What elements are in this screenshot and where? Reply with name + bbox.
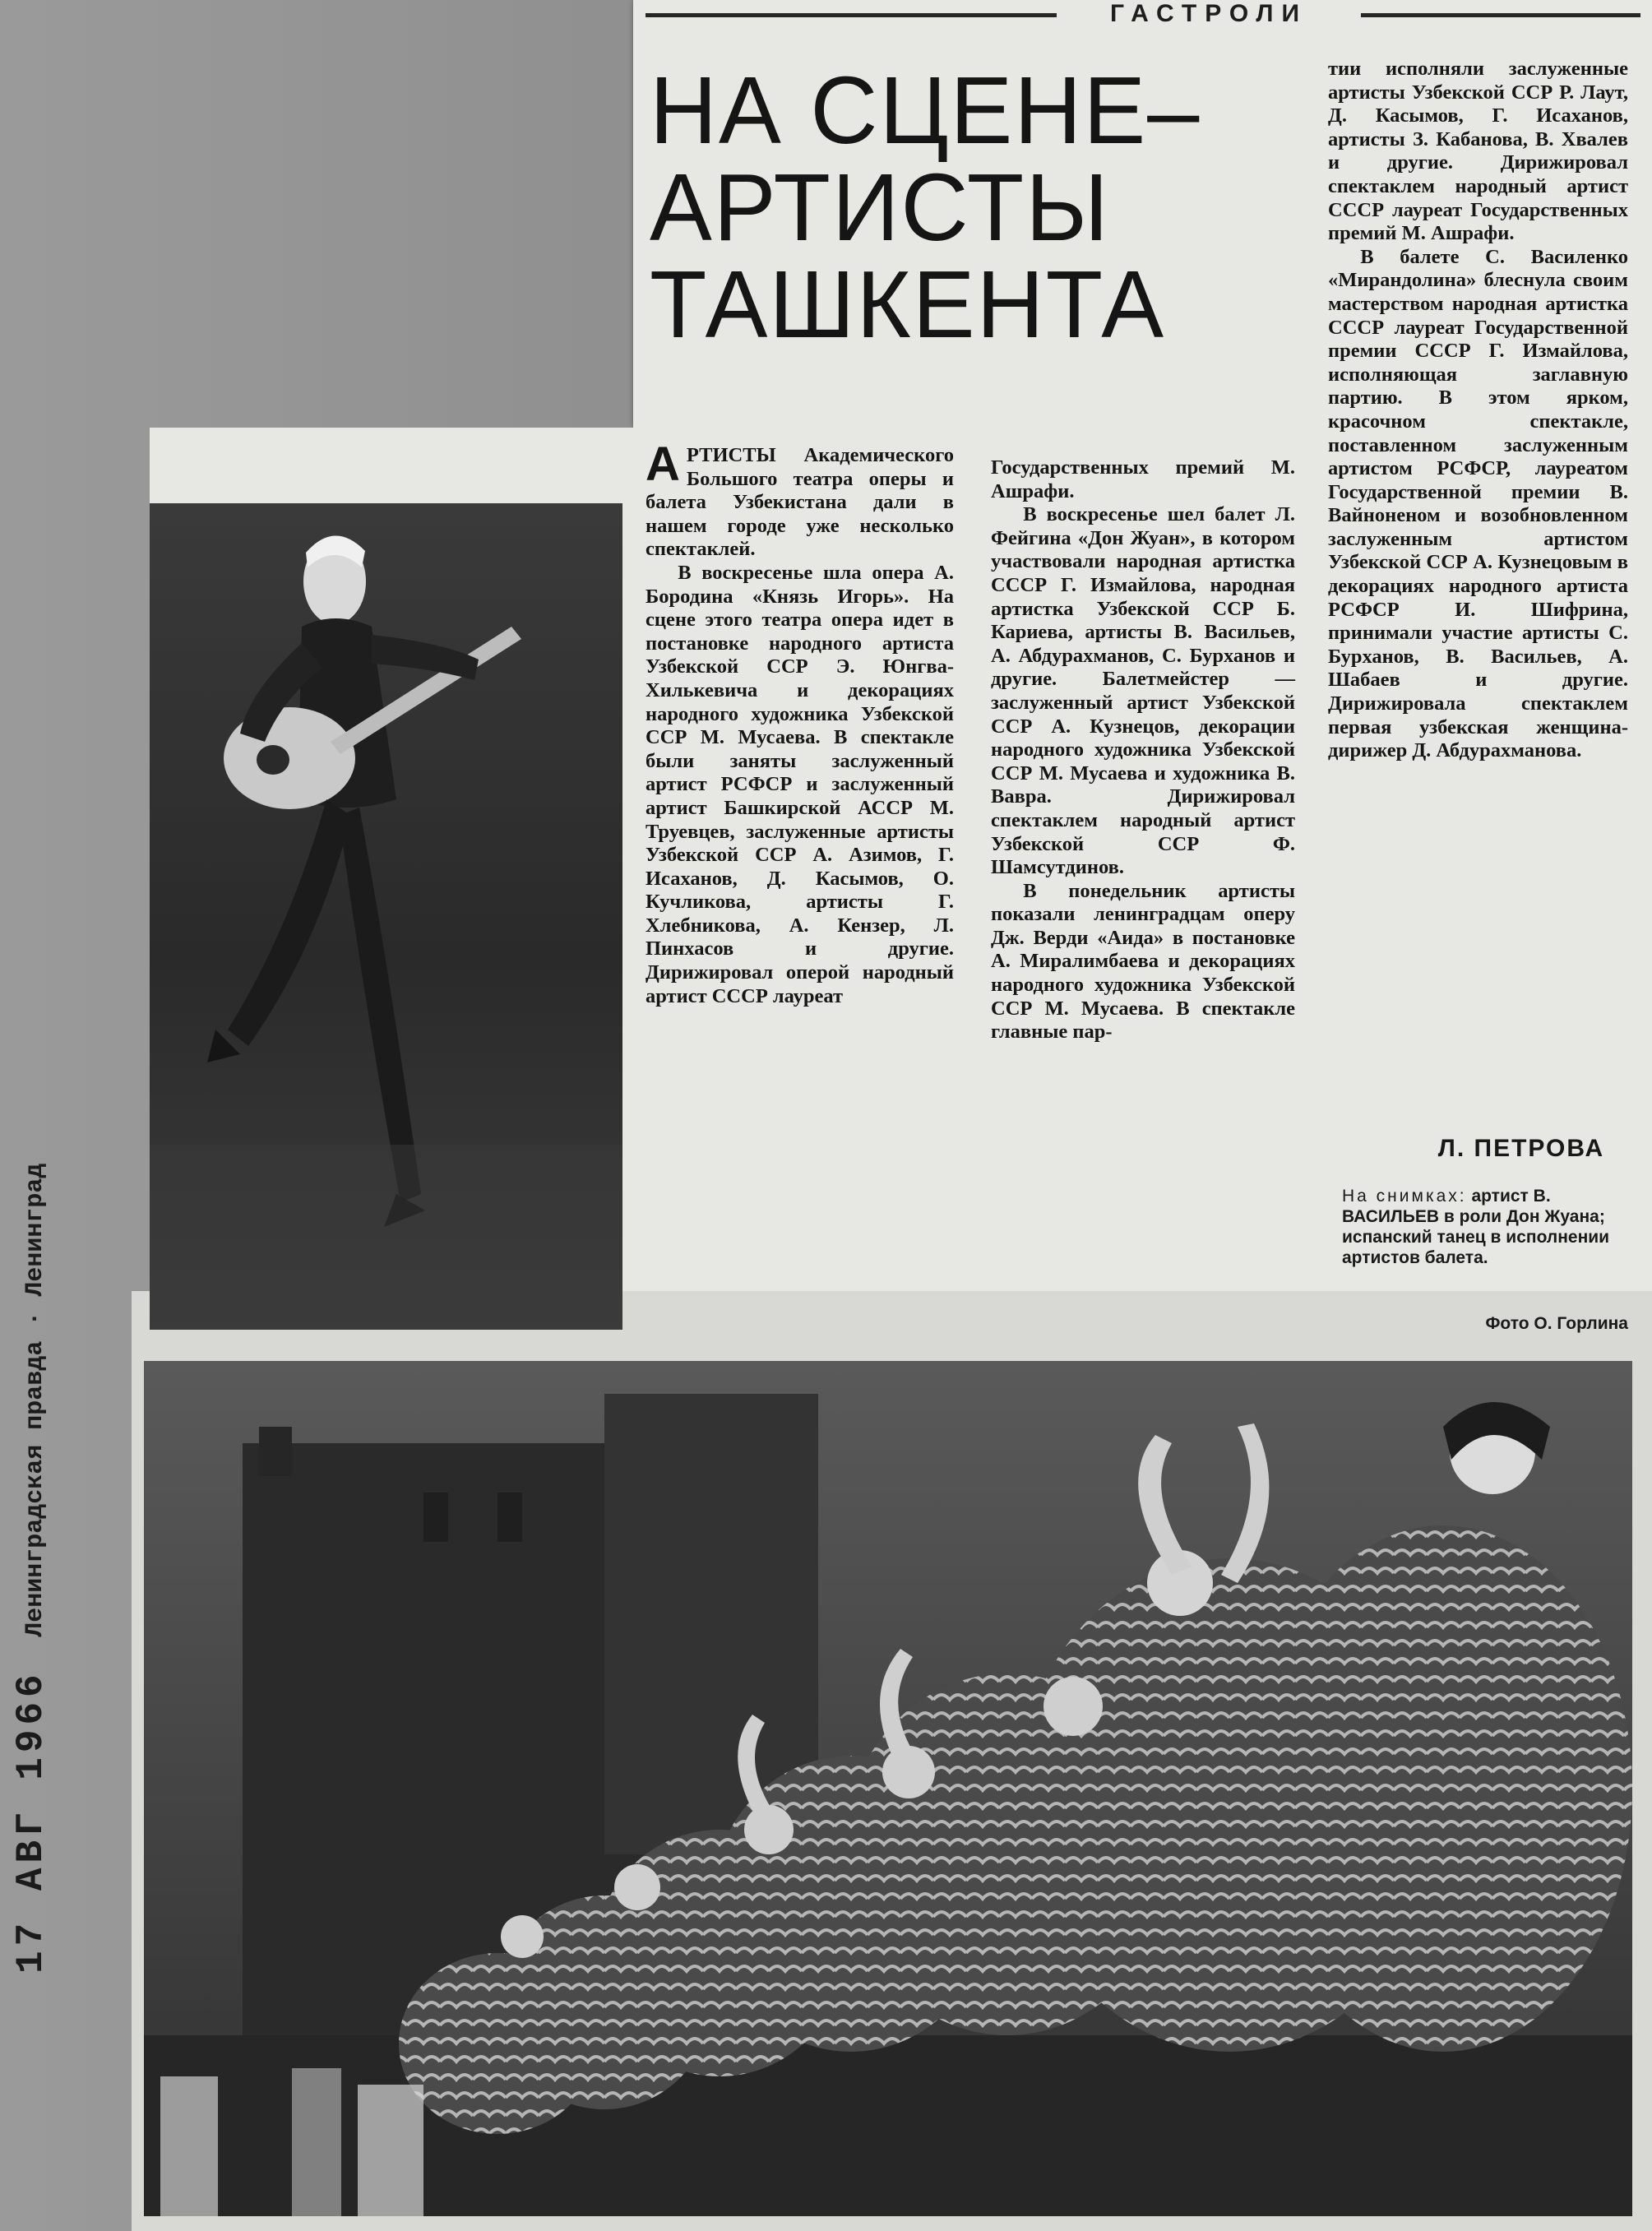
photo-spanish-dance: [144, 1361, 1632, 2216]
col1-paragraph-2: В воскресенье шла опера А. Бородина «Князь Игорь». На сцене этого театра опера идет в постановке народного артиста Узбекской ССР Э. Юнгва-Хилькевича и декорациях народного художника Узбекской ССР М. Мусаева. В спектакле были заняты заслуженный артист РСФСР и заслуженный артист Башкирской АССР М. Труевцев, заслуженные артисты Узбекской ССР А. Азимов, Г. Исаханов, Д. Касымов, О. Кучликова, артисты Г. Хлебникова, А. Кензер, Л. Пинхасов и другие. Дирижировал оперой народный артист СССР лауреат: [646, 561, 954, 1007]
archive-stamp: [10, 1164, 53, 1974]
rubric-rule-left: [646, 13, 1057, 17]
col1-paragraph-1: [646, 437, 954, 562]
caption-name: В. ВАСИЛЬЕВ: [1342, 1187, 1551, 1226]
rubric-rule-right: [1361, 13, 1640, 17]
col2-paragraph-2: В воскресенье шел балет Л. Фейгина «Дон Жуан», в котором участвовали народная артистка СССР Г. Измайлова, народная артистка Узбекской ССР Б. Кариева, артисты В. Васильев, А. Абдурахманов, С. Бурханов и другие. Балетмейстер — заслуженный артист Узбекской ССР А. Кузнецов, декорации народного художника Узбекской ССР М. Мусаева и художника В. Вавра. Дирижировал спектаклем народный артист Узбекской ССР Ф. Шамсутдинов.: [991, 503, 1295, 879]
headline-line-2: АРТИСТЫ: [650, 154, 1110, 261]
headline-line-1: НА СЦЕНЕ–: [650, 57, 1201, 164]
col2-paragraph-1: Государственных премий М. Ашрафи.: [991, 456, 1295, 502]
photo-caption: [1342, 1186, 1628, 1268]
col3-paragraph-1: тии исполняли заслуженные артисты Узбекской ССР Р. Лаут, Д. Касымов, Г. Исаханов, артисты З. Кабанова, В. Хвалев и другие. Дирижировал спектаклем народный артист СССР лауреат Государственных премий М. Ашрафи.: [1328, 58, 1628, 245]
col2-paragraph-3: В понедельник артисты показали ленинградцам оперу Дж. Верди «Аида» в постановке А. Миралимбаева и декорациях народного художника Узбекской ССР М. Мусаева. В спектакле главные пар-: [991, 879, 1295, 1044]
article-column-2: [991, 456, 1295, 1044]
rubric-label: ГАСТРОЛИ: [1109, 0, 1308, 27]
article-column-1: [646, 437, 954, 1008]
col3-paragraph-2: В балете С. Василенко «Мирандолина» блеснула своим мастерством народная артистка СССР лауреат Государственной премии СССР Г. Измайлова, исполняющая заглавную партию. В этом ярком, красочном спектакле, поставленном заслуженным артистом РСФСР, лауреатом Государственной премии В. Вайноненом и возобновленном заслуженным артистом Узбекской ССР А. Кузнецовым в декорациях народного артиста РСФСР И. Шифрина, принимали участие артисты С. Бурханов, В. Васильев, А. Шабаев и другие. Дирижировала спектаклем первая узбекская женщина-дирижер Д. Абдурахманова.: [1328, 245, 1628, 762]
photo-credit: Фото О. Горлина: [1485, 1314, 1628, 1333]
dropcap: А: [646, 437, 680, 491]
headline: [650, 57, 1311, 358]
caption-lead: На снимках:: [1342, 1187, 1467, 1206]
col1-p1-text: РТИСТЫ Академического Большого театра оперы и балета Узбекистана дали в нашем городе уже несколько спектаклей.: [646, 444, 954, 561]
photo-spanish-dance-image: [144, 1361, 1632, 2216]
author-byline: Л. ПЕТРОВА: [1437, 1135, 1605, 1162]
headline-line-3: ТАШКЕНТА: [650, 251, 1166, 358]
photo-dancer-guitar-image: [150, 503, 622, 1330]
stamp-date: 17 АВГ 1966: [10, 1669, 53, 1974]
caption-rest: в роли Дон Жуана; испанский танец в исполнении артистов балета.: [1342, 1207, 1610, 1267]
photo-dancer-guitar: [150, 503, 622, 1330]
article-column-3: [1328, 58, 1628, 763]
stamp-source: Ленинградская правда · Ленинград: [21, 1163, 49, 1637]
caption-text: артист: [1466, 1187, 1534, 1206]
